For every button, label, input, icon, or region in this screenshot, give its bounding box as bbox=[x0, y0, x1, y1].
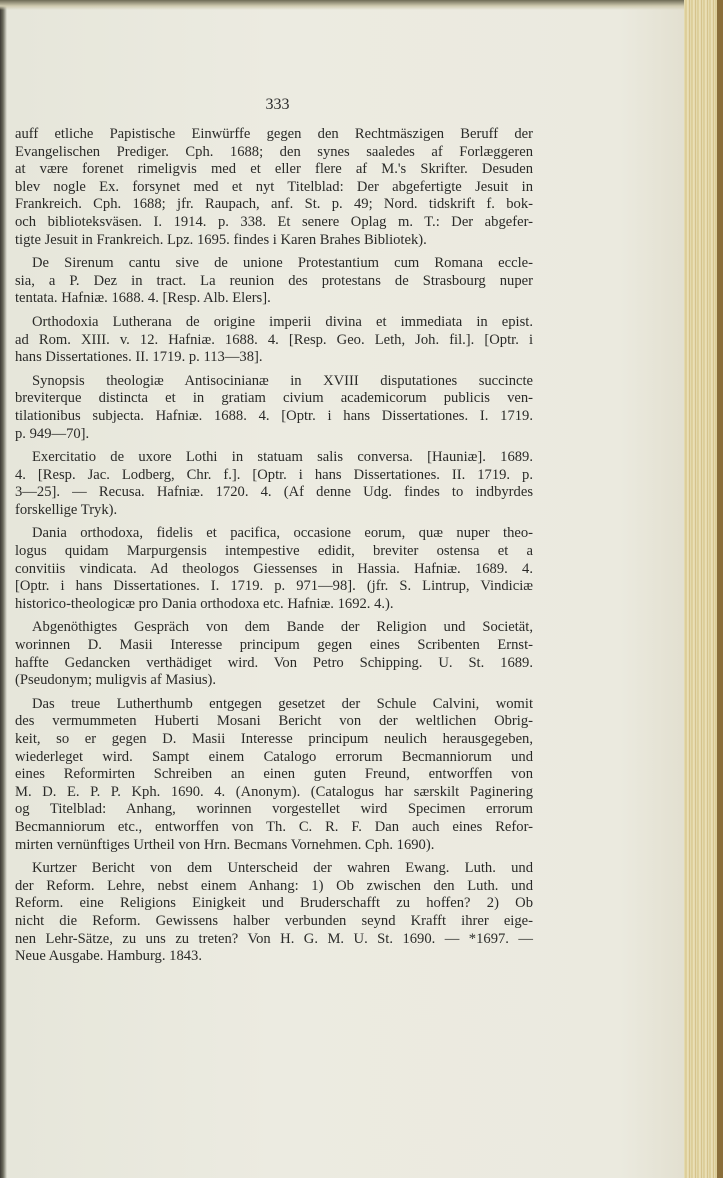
text-line: M. D. E. P. P. Kph. 1690. 4. (Anonym). (Catalogus har særskilt Paginering bbox=[15, 783, 533, 800]
text-line: Exercitatio de uxore Lothi in statuam salis conversa. [Hauniæ]. 1689. bbox=[32, 449, 533, 466]
text-line: Reform. eine Religions Einigkeit und Bruderschafft zu hoffen? 2) Ob bbox=[15, 895, 533, 912]
book-page-edges bbox=[684, 0, 723, 1178]
text-line: haffte Gedancken verthädiget wird. Von Petro Schipping. U. St. 1689. bbox=[15, 654, 533, 671]
text-line: Abgenöthigtes Gespräch von dem Bande der Religion und Societät, bbox=[32, 619, 533, 636]
text-line: Kurtzer Bericht von dem Unterscheid der wahren Ewang. Luth. und bbox=[32, 860, 533, 877]
text-line: worinnen D. Masii Interesse principum gegen eines Scribenten Ernst- bbox=[15, 637, 533, 654]
page-top-edge bbox=[0, 0, 723, 10]
text-line: forskellige Tryk). bbox=[15, 501, 118, 518]
text-line: tentata. Hafniæ. 1688. 4. [Resp. Alb. Elers]. bbox=[15, 290, 271, 307]
text-line: tilationibus subjecta. Hafniæ. 1688. 4. [Optr. i hans Dissertationes. I. 1719. bbox=[15, 407, 533, 424]
text-line: auff etliche Papistische Einwürffe gegen den Rechtmäszigen Beruff der bbox=[15, 126, 533, 142]
text-line: eines Reformirten Schreiben an einen guten Freund, entworffen von bbox=[15, 766, 533, 783]
text-line: tigte Jesuit in Frankreich. Lpz. 1695. findes i Karen Brahes Bibliotek). bbox=[15, 231, 427, 248]
text-line: breviterque distincta et in gratiam civium academicorum publicis ven- bbox=[15, 390, 533, 407]
text-line: (Pseudonym; muligvis af Masius). bbox=[15, 672, 217, 689]
text-line: historico-theologicæ pro Dania orthodoxa etc. Hafniæ. 1692. 4.). bbox=[15, 595, 394, 612]
text-line: der Reform. Lehre, nebst einem Anhang: 1) Ob zwischen den Luth. und bbox=[15, 877, 533, 894]
text-line: des vermummeten Huberti Mosani Bericht von der weltlichen Obrig- bbox=[15, 713, 533, 730]
text-line: nicht die Reform. Gewissens halber verbunden seynd Krafft ihrer eige- bbox=[15, 912, 533, 929]
text-line: Orthodoxia Lutherana de origine imperii divina et immediata in epist. bbox=[32, 313, 533, 330]
text-line: at være forenet rimeligvis med et eller flere af M.'s Skrifter. Desuden bbox=[15, 161, 533, 178]
text-line: Dania orthodoxa, fidelis et pacifica, occasione eorum, quæ nuper theo- bbox=[32, 525, 533, 542]
bibliography-entry bbox=[15, 255, 533, 308]
text-line: ad Rom. XIII. v. 12. Hafniæ. 1688. 4. [Resp. Geo. Leth, Joh. fil.]. [Optr. i bbox=[15, 331, 533, 348]
text-line: mirten vernünftiges Urtheil von Hrn. Becmans Vornehmen. Cph. 1690). bbox=[15, 836, 435, 853]
text-line: og Titelblad: Anhang, worinnen vorgestellet wird Specimen errorum bbox=[15, 801, 533, 818]
text-line: Synopsis theologiæ Antisocinianæ in XVIII disputationes succincte bbox=[32, 372, 533, 389]
bibliography-entry bbox=[15, 126, 533, 249]
bibliography-entry bbox=[15, 449, 533, 519]
text-line: och biblioteksväsen. I. 1914. p. 338. Et senere Oplag m. T.: Der abgefer- bbox=[15, 213, 533, 230]
text-line: wiederleget wird. Sampt einem Catalogo errorum Becmanniorum und bbox=[15, 748, 533, 765]
text-line: blev nogle Ex. forsynet med et nyt Titelblad: Der abgefertigte Jesuit in bbox=[15, 178, 533, 195]
bibliography-entry bbox=[15, 696, 533, 854]
bibliography-entry bbox=[15, 314, 533, 367]
text-line: Frankreich. Cph. 1688; jfr. Raupach, anf. St. p. 49; Nord. tidskrift f. bok- bbox=[15, 196, 533, 213]
text-line: sia, a P. Dez in tract. La reunion des protestans de Strasbourg nuper bbox=[15, 272, 533, 289]
text-line: Evangelischen Prediger. Cph. 1688; den synes saaledes af Forlæggeren bbox=[15, 143, 533, 160]
body-text bbox=[15, 126, 533, 972]
bibliography-entry bbox=[15, 373, 533, 443]
text-line: convitiis vindicata. Ad theologos Giessenses in Hassia. Hafniæ. 1689. 4. bbox=[15, 560, 533, 577]
text-line: hans Dissertationes. II. 1719. p. 113—38]. bbox=[15, 349, 263, 366]
text-line: 4. [Resp. Jac. Lodberg, Chr. f.]. [Optr. i hans Dissertationes. II. 1719. p. bbox=[15, 466, 533, 483]
bibliography-entry bbox=[15, 619, 533, 689]
bibliography-entry bbox=[15, 525, 533, 613]
text-line: 3—25]. — Recusa. Hafniæ. 1720. 4. (Af denne Udg. findes to indbyrdes bbox=[15, 484, 533, 501]
page-number: 333 bbox=[265, 96, 290, 113]
text-line: Das treue Lutherthumb entgegen gesetzet der Schule Calvini, womit bbox=[32, 695, 533, 712]
text-line: logus quidam Marpurgensis intempestive edidit, breviter ostensa et a bbox=[15, 543, 533, 560]
text-line: [Optr. i hans Dissertationes. I. 1719. p. 971—98]. (jfr. S. Lintrup, Vindiciæ bbox=[15, 578, 533, 595]
text-line: keit, so er gegen D. Masii Interesse principum neulich herausgegeben, bbox=[15, 731, 533, 747]
text-line: Neue Ausgabe. Hamburg. 1843. bbox=[15, 948, 202, 965]
bibliography-entry bbox=[15, 860, 533, 966]
text-line: Becmanniorum etc., entworffen von Th. C. R. F. Dan auch eines Refor- bbox=[15, 818, 533, 835]
text-line: nen Lehr-Sätze, zu uns zu treten? Von H. G. M. U. St. 1690. — *1697. — bbox=[15, 930, 533, 947]
text-line: De Sirenum cantu sive de unione Protestantium cum Romana eccle- bbox=[32, 255, 533, 272]
text-line: p. 949—70]. bbox=[15, 425, 90, 442]
